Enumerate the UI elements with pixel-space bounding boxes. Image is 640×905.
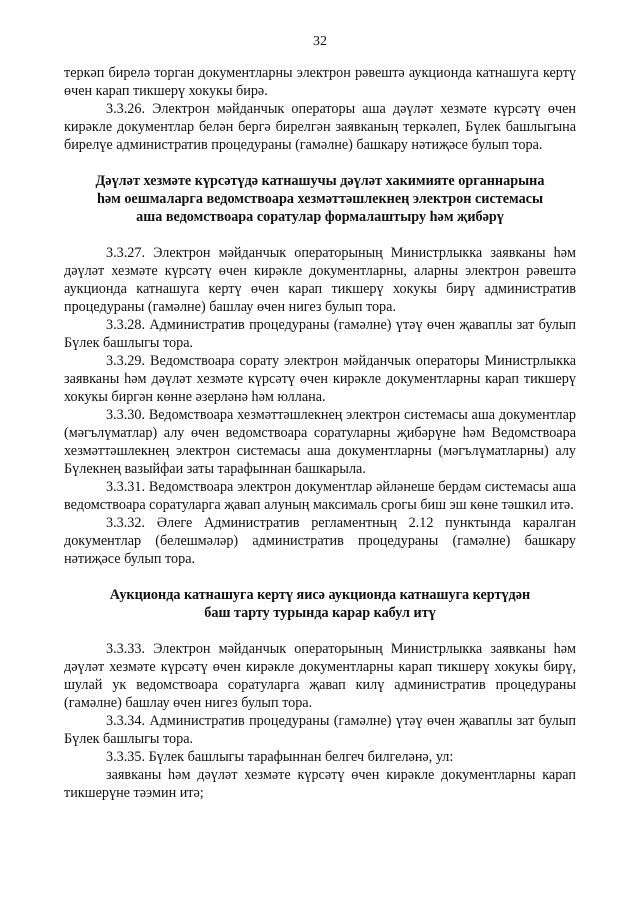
paragraph-3-3-29: 3.3.29. Ведомствоара сорату электрон мәйданчык операторы Министрлыкка заявканы һәм дәүләт хезмәте күрсәтү өчен кирәкле документларны карап тикшерү хокукы биргән көнне әзерләнә һәм юллана. — [64, 353, 576, 405]
section-heading-auction-admission — [64, 586, 576, 622]
paragraph-3-3-28: 3.3.28. Административ процедураны (гамәлне) үтәү өчен җаваплы зат булып Бүлек башлыгы тора. — [64, 317, 576, 351]
paragraph-3-3-26: 3.3.26. Электрон мәйданчык операторы аша дәүләт хезмәте күрсәтү өчен кирәкле документлар белән бергә бирелгән заявканың теркәлеп, Бүлек башлыгына бирелүе административ процедураны (гамәлне) башкару нәтиҗәсе булып тора. — [64, 101, 576, 153]
section-heading-interagency-requests — [64, 172, 576, 226]
paragraph-3-3-31: 3.3.31. Ведомствоара электрон документлар әйләнеше бердәм системасы аша ведомствоара соратуларга җавап алуның максималь срогы биш эш көне тәшкил итә. — [64, 479, 576, 513]
heading-line: аша ведомствоара соратулар формалаштыру һәм җибәрү — [136, 209, 504, 225]
document-body — [64, 64, 576, 802]
heading-line: Дәүләт хезмәте күрсәтүдә катнашучы дәүләт хакимияте органнарына — [95, 173, 545, 189]
heading-line: Аукционда катнашуга кертү яисә аукционда катнашуга кертүдән — [109, 587, 531, 603]
paragraph-3-3-30: 3.3.30. Ведомствоара хезмәттәшлекнең электрон системасы аша документлар (мәгълүматлар) алу өчен ведомствоара соратуларны җибәрүне һәм Ведомствоара хезмәттәшлекнең электрон системасы аша документларны (мәгълүматларны) алу Бүлекнең вазыйфаи заты тарафыннан башкарыла. — [64, 407, 576, 477]
paragraph-3-3-33: 3.3.33. Электрон мәйданчык операторының Министрлыкка заявканы һәм дәүләт хезмәте күрсәтү өчен кирәкле документларны карап тикшерү хокукы бирү, шулай ук ведомствоара соратуларга җавап килү административ процедураны (гамәлне) башлау өчен нигез булып тора. — [64, 641, 576, 711]
paragraph-3-3-35: 3.3.35. Бүлек башлыгы тарафыннан белгеч билгеләнә, ул: — [106, 749, 454, 765]
heading-line: һәм оешмаларга ведомствоара хезмәттәшлекнең электрон системасы — [96, 191, 544, 207]
heading-line: баш тарту турында карар кабул итү — [204, 605, 436, 621]
paragraph-3-3-34: 3.3.34. Административ процедураны (гамәлне) үтәү өчен җаваплы зат булып Бүлек башлыгы тора. — [64, 713, 576, 747]
paragraph: теркәп бирелә торган документларны электрон рәвештә аукционда катнашуга кертү өчен карап тикшерү хокукы бирә. — [64, 65, 576, 99]
paragraph-list-item: заявканы һәм дәүләт хезмәте күрсәтү өчен кирәкле документларны карап тикшерүне тәэмин итә; — [64, 767, 576, 801]
paragraph-3-3-32: 3.3.32. Әлеге Административ регламентның 2.12 пунктында каралган документлар (белешмәләр) административ процедураны (гамәлне) башкару нәтиҗәсе булып тора. — [64, 515, 576, 567]
page-number: 32 — [313, 34, 327, 49]
paragraph-3-3-27: 3.3.27. Электрон мәйданчык операторының Министрлыкка заявканы һәм дәүләт хезмәте күрсәтү өчен кирәкле документларны, аларны электрон рәвештә аукционда катнашуга кертү өчен карап тикшерү хокукы бирү административ процедураны (гамәлне) башлау өчен нигез булып тора. — [64, 245, 576, 315]
